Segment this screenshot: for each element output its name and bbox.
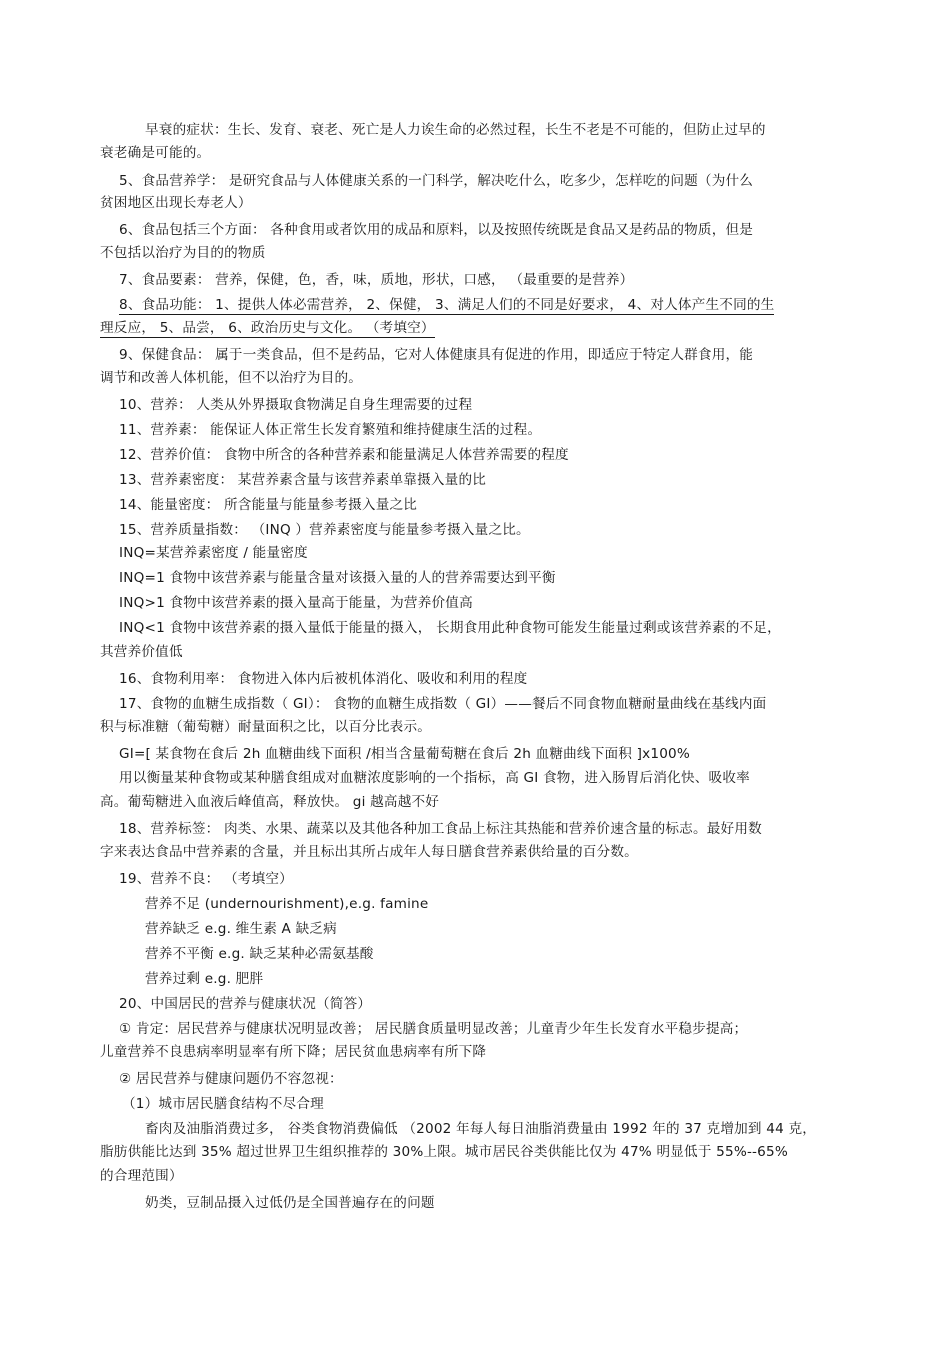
text-line: 不包括以治疗为目的的物质: [100, 245, 266, 261]
text-line: ① 肯定：居民营养与健康状况明显改善； 居民膳食质量明显改善；儿童青少年生长发育水平稳步提高；: [119, 1021, 748, 1037]
text-line: 调节和改善人体机能，但不以治疗为目的。: [100, 370, 363, 386]
text-line: 16、食物利用率： 食物进入体内后被机体消化、吸收和利用的程度: [119, 671, 528, 687]
text-line: 理反应， 5、品尝， 6、政治历史与文化。 （考填空）: [100, 320, 435, 336]
text-line: INQ<1 食物中该营养素的摄入量低于能量的摄入， 长期食用此种食物可能发生能量过剩或该营养素的不足，: [119, 620, 781, 636]
text-line: （1）城市居民膳食结构不尽合理: [122, 1096, 324, 1112]
text-line: 5、食品营养学： 是研究食品与人体健康关系的一门科学，解决吃什么，吃多少，怎样吃的问题（为什么: [119, 173, 754, 189]
text-line: 20、中国居民的营养与健康状况（简答）: [119, 996, 372, 1012]
text-line: 高。葡萄糖进入血液后峰值高，释放快。 gi 越高越不好: [100, 794, 440, 810]
text-line: 15、营养质量指数： （INQ ）营养素密度与能量参考摄入量之比。: [119, 522, 530, 538]
text-line: 营养不平衡 e.g. 缺乏某种必需氨基酸: [145, 946, 374, 962]
text-line: INQ=1 食物中该营养素与能量含量对该摄入量的人的营养需要达到平衡: [119, 570, 556, 586]
text-line: 其营养价值低: [100, 644, 183, 660]
text-line: INQ>1 食物中该营养素的摄入量高于能量，为营养价值高: [119, 595, 473, 611]
text-line: 字来表达食品中营养素的含量，并且标出其所占成年人每日膳食营养素供给量的百分数。: [100, 844, 638, 860]
text-line: 营养缺乏 e.g. 维生素 A 缺乏病: [145, 921, 337, 937]
text-line: 积与标准糖（葡萄糖）耐量面积之比，以百分比表示。: [100, 719, 432, 735]
text-line: 9、保健食品： 属于一类食品，但不是药品，它对人体健康具有促进的作用，即适应于特定人群食用，能: [119, 347, 754, 363]
text-line: 营养不足 (undernourishment),e.g. famine: [145, 896, 429, 912]
text-line: 儿童营养不良患病率明显率有所下降；居民贫血患病率有所下降: [100, 1044, 487, 1060]
text-line: GI=[ 某食物在食后 2h 血糖曲线下面积 /相当含量葡萄糖在食后 2h 血糖曲线下面积 ]x100%: [119, 746, 691, 762]
text-line: 脂肪供能比达到 35% 超过世界卫生组织推荐的 30%上限。城市居民谷类供能比仅为 47% 明显低于 55%--65%: [100, 1144, 788, 1160]
text-line: 13、营养素密度： 某营养素含量与该营养素单靠摄入量的比: [119, 472, 487, 488]
text-line: INQ=某营养素密度 / 能量密度: [119, 545, 308, 561]
text-line: 17、食物的血糖生成指数（ GI）： 食物的血糖生成指数（ GI）——餐后不同食物血糖耐量曲线在基线内面: [119, 696, 767, 712]
text-line: 19、营养不良： （考填空）: [119, 871, 293, 887]
text-line: 畜肉及油脂消费过多， 谷类食物消费偏低 （2002 年每人每日油脂消费量由 1992 年的 37 克增加到 44 克，: [145, 1121, 817, 1137]
text-line: 奶类，豆制品摄入过低仍是全国普遍存在的问题: [145, 1195, 435, 1211]
text-line: 14、能量密度： 所含能量与能量参考摄入量之比: [119, 497, 418, 513]
text-line: 用以衡量某种食物或某种膳食组成对血糖浓度影响的一个指标，高 GI 食物，进入肠胃后消化快、吸收率: [119, 770, 750, 786]
text-line: 6、食品包括三个方面： 各种食用或者饮用的成品和原料，以及按照传统既是食品又是药品的物质，但是: [119, 222, 754, 238]
text-line: 贫困地区出现长寿老人）: [100, 195, 252, 211]
text-line: 营养过剩 e.g. 肥胖: [145, 971, 264, 987]
text-line: ② 居民营养与健康问题仍不容忽视：: [119, 1071, 343, 1087]
text-line: 的合理范围）: [100, 1168, 183, 1184]
text-line: 衰老确是可能的。: [100, 145, 211, 161]
text-line: 18、营养标签： 肉类、水果、蔬菜以及其他各种加工食品上标注其热能和营养价速含量的标志。最好用数: [119, 821, 762, 837]
text-line: 10、营养： 人类从外界摄取食物满足自身生理需要的过程: [119, 397, 473, 413]
text-line: 早衰的症状：生长、发育、衰老、死亡是人力诶生命的必然过程，长生不老是不可能的，但防止过早的: [145, 122, 766, 138]
text-line: 11、营养素： 能保证人体正常生长发育繁殖和维持健康生活的过程。: [119, 422, 542, 438]
text-line: 7、食品要素： 营养，保健，色，香，味，质地，形状，口感， （最重要的是营养）: [119, 272, 634, 288]
text-line: 8、食品功能： 1、提供人体必需营养， 2、保健， 3、满足人们的不同是好要求， 4、对人体产生不同的生: [119, 297, 775, 313]
text-line: 12、营养价值： 食物中所含的各种营养素和能量满足人体营养需要的程度: [119, 447, 569, 463]
